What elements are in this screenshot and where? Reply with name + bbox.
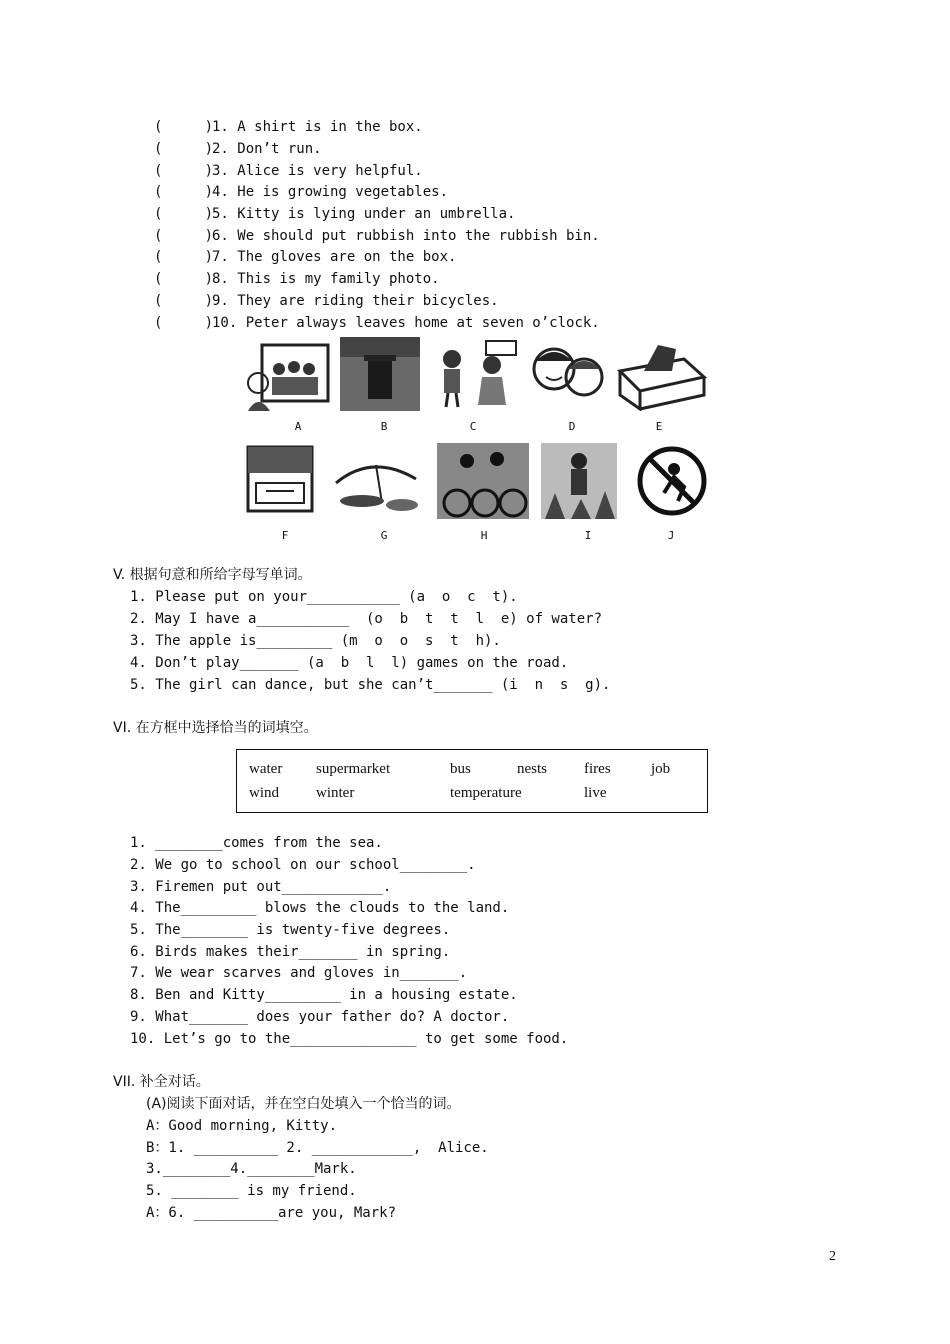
picture-label: J (667, 529, 675, 542)
picture-label: A (294, 420, 302, 433)
list-item: 9. What_______ does your father do? A doctor. (130, 1009, 510, 1025)
section-vii-subheading: (A)阅读下面对话，并在空白处填入一个恰当的词。 (146, 1096, 461, 1112)
list-item: ( )6. We should put rubbish into the rubbish bin. (154, 228, 600, 244)
list-item: 8. Ben and Kitty_________ in a housing estate. (130, 987, 518, 1003)
page-number: 2 (829, 1249, 836, 1264)
section-v-heading: V. 根据句意和所给字母写单词。 (113, 567, 312, 583)
gloves-on-box-picture (614, 337, 708, 411)
picture-label: I (584, 529, 592, 542)
picture-label: E (655, 420, 663, 433)
dialogue-line: B：1. __________ 2. ____________, Alice. (146, 1140, 489, 1156)
list-item: 1. Please put on your___________ (a o c t). (130, 589, 518, 605)
list-item: ( )5. Kitty is lying under an umbrella. (154, 206, 516, 222)
riding-bicycles-picture (437, 443, 529, 519)
list-item: ( )8. This is my family photo. (154, 271, 440, 287)
word-bank-box (236, 749, 708, 813)
list-item: 2. We go to school on our school________. (130, 857, 476, 873)
list-item: 3. The apple is_________ (m o o s t h). (130, 633, 501, 649)
list-item: 2. May I have a___________ (o b t t l e) of water? (130, 611, 603, 627)
list-item: 1. ________comes from the sea. (130, 835, 383, 851)
word-bank-word: temperature (450, 785, 522, 801)
picture-label: C (469, 420, 477, 433)
word-bank-word: supermarket (316, 761, 391, 777)
word-bank-word: nests (517, 761, 547, 777)
list-item: ( )9. They are riding their bicycles. (154, 293, 499, 309)
word-bank-word: job (651, 761, 671, 777)
picture-label: B (380, 420, 388, 433)
dialogue-line: A：Good morning, Kitty. (146, 1118, 338, 1134)
list-item: ( )10. Peter always leaves home at seven o’clock. (154, 315, 600, 331)
helpful-girl-picture (428, 337, 520, 411)
picture-label: H (480, 529, 488, 542)
dialogue-line: 5. ________ is my friend. (146, 1183, 357, 1199)
word-bank-word: live (584, 785, 607, 801)
word-bank-word: winter (316, 785, 355, 801)
picture-label: G (380, 529, 388, 542)
growing-vegetables-picture (541, 443, 617, 519)
shirt-in-box-picture (244, 443, 316, 515)
children-faces-picture (528, 337, 608, 411)
picture-label: F (281, 529, 289, 542)
word-bank-word: wind (249, 785, 279, 801)
lying-under-umbrella-picture (332, 443, 424, 515)
dialogue-line: A：6. __________are you, Mark? (146, 1205, 397, 1221)
list-item: ( )4. He is growing vegetables. (154, 184, 449, 200)
list-item: 4. Don’t play_______ (a b l l) games on the road. (130, 655, 569, 671)
dialogue-line: 3.________4.________Mark. (146, 1161, 357, 1177)
list-item: ( )2. Don’t run. (154, 141, 322, 157)
list-item: 10. Let’s go to the_______________ to get some food. (130, 1031, 569, 1047)
list-item: 4. The_________ blows the clouds to the land. (130, 900, 510, 916)
list-item: ( )7. The gloves are on the box. (154, 249, 457, 265)
list-item: 5. The________ is twenty-five degrees. (130, 922, 451, 938)
word-bank-word: fires (584, 761, 611, 777)
picture-label: D (568, 420, 576, 433)
rubbish-bin-picture (340, 337, 420, 411)
list-item: 3. Firemen put out____________. (130, 879, 392, 895)
list-item: ( )3. Alice is very helpful. (154, 163, 423, 179)
list-item: ( )1. A shirt is in the box. (154, 119, 423, 135)
list-item: 7. We wear scarves and gloves in_______. (130, 965, 468, 981)
section-vi-heading: VI. 在方框中选择恰当的词填空。 (113, 720, 318, 736)
family-photo-picture (244, 337, 336, 411)
list-item: 5. The girl can dance, but she can’t_______ (i n s g). (130, 677, 611, 693)
section-vii-heading: VII. 补全对话。 (113, 1074, 210, 1090)
list-item: 6. Birds makes their_______ in spring. (130, 944, 451, 960)
word-bank-word: water (249, 761, 283, 777)
word-bank-word: bus (450, 761, 471, 777)
dont-run-sign-picture (634, 443, 710, 519)
